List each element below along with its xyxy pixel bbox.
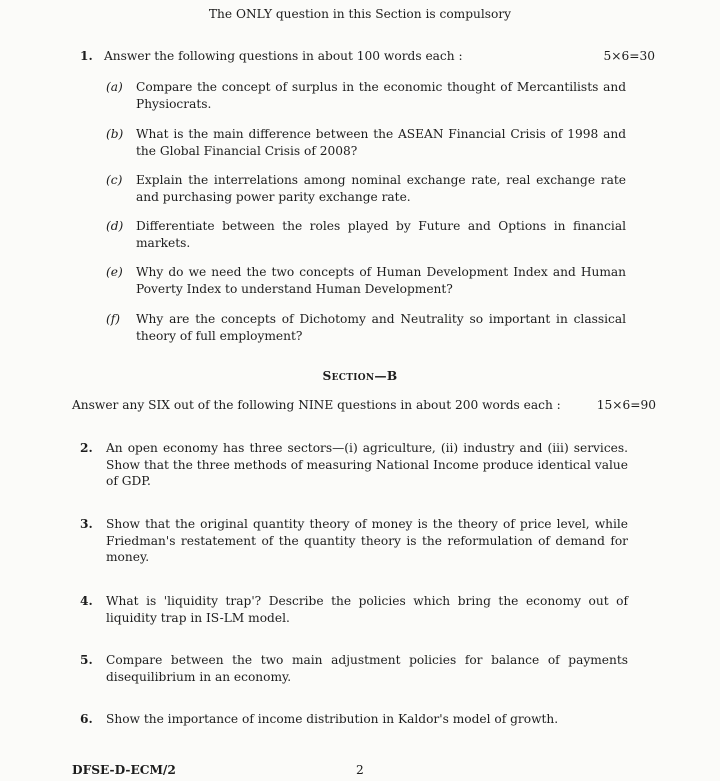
footer-page-number: 2 [356, 763, 364, 777]
question-number-5: 5. [80, 653, 93, 667]
q1-part-text-e: Why do we need the two concepts of Human Development Index and Human Poverty Index to understand Human Development? [136, 265, 626, 296]
question-text-2: An open economy has three sectors—(i) agriculture, (ii) industry and (iii) services. Show that the three methods of measuring National Income produce identical value of GDP. [106, 441, 628, 488]
question-number-3: 3. [80, 517, 93, 531]
question-text-5: Compare between the two main adjustment policies for balance of payments disequilibrium in an economy. [106, 653, 628, 684]
q1-part-label-c: (c) [106, 173, 123, 187]
question-text-3: Show that the original quantity theory of money is the theory of price level, while Friedman's restatement of the quantity theory is the reformulation of demand for money. [106, 517, 628, 564]
q1-part-text-b: What is the main difference between the ASEAN Financial Crisis of 1998 and the Global Financial Crisis of 2008? [136, 127, 626, 158]
footer-code: DFSE-D-ECM/2 [72, 763, 176, 777]
question-number-2: 2. [80, 441, 93, 455]
question-number-1: 1. [80, 49, 93, 63]
section-b-title: Section—B [322, 369, 398, 383]
q1-part-text-f: Why are the concepts of Dichotomy and Neutrality so important in classical theory of full employment? [136, 312, 626, 343]
q1-part-label-d: (d) [106, 219, 124, 233]
q1-instruction: Answer the following questions in about 100 words each : [104, 49, 463, 63]
question-number-6: 6. [80, 712, 93, 726]
q1-part-text-a: Compare the concept of surplus in the economic thought of Mercantilists and Physiocrats. [136, 80, 626, 111]
q1-part-text-c: Explain the interrelations among nominal exchange rate, real exchange rate and purchasing power parity exchange rate. [136, 173, 626, 204]
section-b-instruction: Answer any SIX out of the following NINE questions in about 200 words each : [72, 398, 561, 412]
q1-part-label-f: (f) [106, 312, 121, 326]
question-text-4: What is 'liquidity trap'? Describe the policies which bring the economy out of liquidity trap in IS-LM model. [106, 594, 628, 625]
q1-part-label-e: (e) [106, 265, 123, 279]
q1-part-text-d: Differentiate between the roles played by Future and Options in financial markets. [136, 219, 626, 250]
q1-part-label-a: (a) [106, 80, 123, 94]
section-header: The ONLY question in this Section is compulsory [208, 7, 512, 21]
section-b-marks: 15×6=90 [596, 398, 656, 412]
q1-marks: 5×6=30 [603, 49, 655, 63]
q1-part-label-b: (b) [106, 127, 124, 141]
question-text-6: Show the importance of income distribution in Kaldor's model of growth. [106, 712, 559, 726]
question-number-4: 4. [80, 594, 93, 608]
